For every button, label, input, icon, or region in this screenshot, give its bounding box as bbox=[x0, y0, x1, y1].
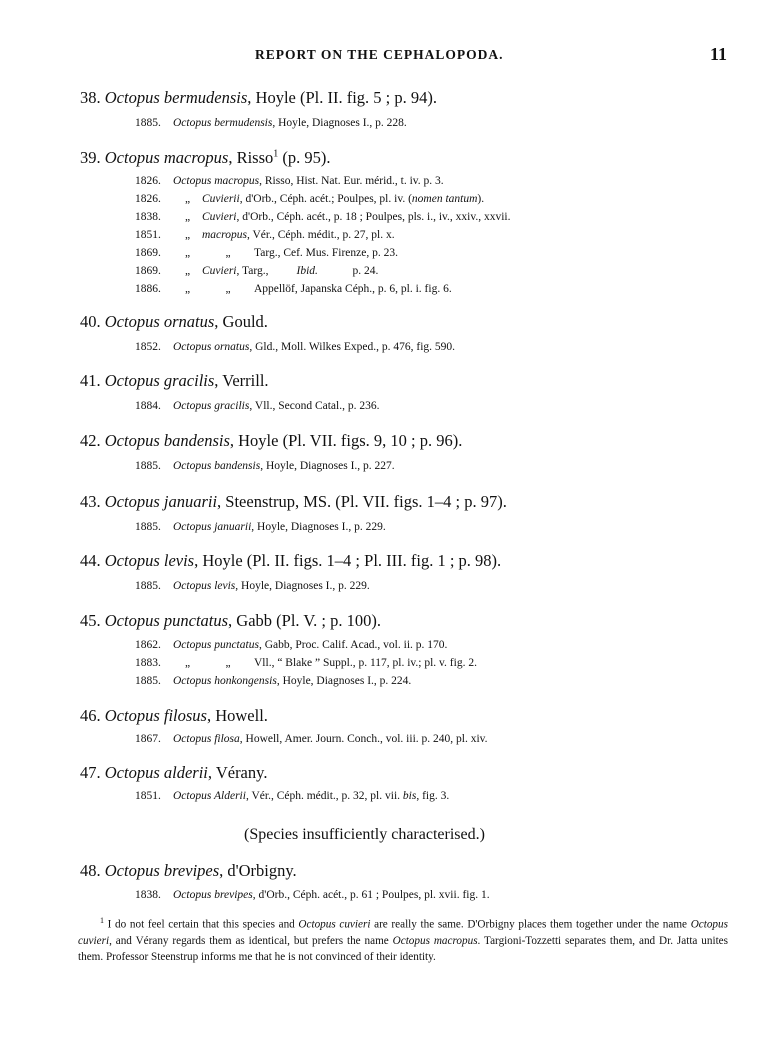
page-number: 11 bbox=[710, 44, 728, 64]
synonym-reference: , d'Orb., Céph. acét., p. 61 ; Poulpes, pl. xvii. fig. 1. bbox=[252, 889, 490, 901]
species-name: Octopus ornatus bbox=[104, 312, 215, 331]
entry-number: 43. bbox=[80, 492, 101, 511]
species-entry bbox=[80, 148, 331, 168]
synonym-species: Octopus honkongensis bbox=[173, 675, 277, 687]
species-name: Octopus alderii bbox=[104, 763, 208, 782]
entry-number: 47. bbox=[80, 763, 101, 782]
synonym-year: 1885. bbox=[135, 117, 161, 129]
synonym-year: 1862. bbox=[135, 639, 161, 651]
footnote-species: Octopus cuvieri bbox=[78, 918, 728, 947]
species-authority: , Gould. bbox=[214, 312, 268, 331]
footnote-text: . Targioni-Tozzetti separates them, and Dr. Jatta unites them. Professor Steenstrup informs me that he is not convinced of their identity. bbox=[78, 934, 728, 963]
species-entry bbox=[80, 861, 297, 881]
species-page: (p. 95). bbox=[278, 148, 331, 167]
synonym-note: nomen tantum bbox=[411, 193, 478, 205]
synonym-reference-end: p. 24. bbox=[352, 265, 379, 277]
synonym-line bbox=[135, 790, 449, 802]
synonym-species: Octopus ornatus bbox=[173, 341, 250, 353]
synonym-year: 1883. bbox=[135, 657, 161, 669]
synonym-species: macropus bbox=[202, 229, 247, 241]
footnote-mark: 1 bbox=[273, 148, 279, 160]
species-name: Octopus januarii bbox=[104, 492, 218, 511]
ditto-mark: „ bbox=[225, 657, 231, 669]
synonym-species: Octopus macropus bbox=[173, 175, 260, 187]
synonym-reference: , Hoyle, Diagnoses I., p. 227. bbox=[260, 460, 395, 472]
entry-number: 40. bbox=[80, 312, 101, 331]
synonym-year: 1838. bbox=[135, 211, 161, 223]
synonym-reference: , Hoyle, Diagnoses I., p. 224. bbox=[276, 675, 412, 687]
synonym-line bbox=[135, 675, 411, 687]
species-authority: , Howell. bbox=[206, 706, 268, 725]
entry-number: 46. bbox=[80, 706, 101, 725]
ditto-mark: „ bbox=[225, 247, 231, 259]
synonym-species: Octopus filosa bbox=[173, 733, 240, 745]
species-entry bbox=[80, 492, 507, 512]
synonym-reference: Vll., “ Blake ” Suppl., p. 117, pl. iv.; pl. v. fig. 2. bbox=[254, 657, 477, 669]
synonym-reference: , d'Orb., Céph. acét.; Poulpes, pl. iv. ( bbox=[239, 193, 412, 205]
footnote-species: Octopus cuvieri bbox=[298, 918, 371, 931]
synonym-year: 1886. bbox=[135, 283, 161, 295]
ditto-mark: „ bbox=[184, 265, 191, 277]
synonym-line bbox=[135, 580, 370, 592]
synonym-line bbox=[135, 400, 379, 412]
entry-number: 42. bbox=[80, 431, 101, 450]
ditto-mark: „ bbox=[184, 283, 191, 295]
entry-number: 45. bbox=[80, 611, 101, 630]
species-authority: , Gabb (Pl. V. ; p. 100). bbox=[228, 611, 381, 630]
entry-number: 39. bbox=[80, 148, 101, 167]
synonym-species: Cuvieri bbox=[202, 211, 237, 223]
synonym-year: 1885. bbox=[135, 580, 161, 592]
entry-number: 41. bbox=[80, 371, 101, 390]
ibid-mark: Ibid. bbox=[296, 265, 318, 277]
running-header bbox=[0, 44, 776, 67]
synonym-line bbox=[135, 283, 452, 295]
synonym-species: Octopus bandensis bbox=[173, 460, 261, 472]
synonym-reference: , Risso, Hist. Nat. Eur. mérid., t. iv. p. 3. bbox=[259, 175, 444, 187]
species-authority: , Hoyle (Pl. II. fig. 5 ; p. 94). bbox=[247, 88, 438, 107]
synonym-reference: , Vér., Céph. médit., p. 27, pl. x. bbox=[246, 229, 395, 241]
synonym-reference: , d'Orb., Céph. acét., p. 18 ; Poulpes, pls. i., iv., xxiv., xxvii. bbox=[236, 211, 511, 223]
section-heading: (Species insufficiently characterised.) bbox=[244, 826, 485, 843]
synonym-species: Octopus januarii bbox=[173, 521, 252, 533]
synonym-line bbox=[135, 175, 444, 187]
synonym-line bbox=[135, 265, 378, 277]
synonym-species: Octopus gracilis bbox=[173, 400, 250, 412]
species-authority: , Vérany. bbox=[207, 763, 268, 782]
synonym-year: 1852. bbox=[135, 341, 161, 353]
ditto-mark: „ bbox=[184, 211, 191, 223]
species-entry bbox=[80, 763, 267, 783]
synonym-line bbox=[135, 211, 511, 223]
footnote-text: , and Vérany regards them as identical, but prefers the name bbox=[109, 934, 393, 947]
synonym-species: Cuvieri bbox=[202, 265, 237, 277]
species-name: Octopus macropus bbox=[104, 148, 229, 167]
species-name: Octopus gracilis bbox=[104, 371, 215, 390]
synonym-line bbox=[135, 733, 488, 745]
synonym-line bbox=[135, 657, 477, 669]
synonym-year: 1885. bbox=[135, 675, 161, 687]
species-name: Octopus filosus bbox=[104, 706, 207, 725]
synonym-line bbox=[135, 460, 395, 472]
species-entry bbox=[80, 706, 268, 726]
synonym-line bbox=[135, 341, 455, 353]
synonym-reference-end: , fig. 3. bbox=[416, 790, 450, 802]
entry-number: 38. bbox=[80, 88, 101, 107]
synonym-species: Octopus brevipes bbox=[173, 889, 253, 901]
synonym-reference: , Howell, Amer. Journ. Conch., vol. iii. p. 240, pl. xiv. bbox=[239, 733, 488, 745]
ditto-mark: „ bbox=[184, 193, 191, 205]
synonym-reference: , Hoyle, Diagnoses I., p. 229. bbox=[235, 580, 370, 592]
species-name: Octopus punctatus bbox=[104, 611, 229, 630]
species-authority: , Risso bbox=[228, 148, 274, 167]
footnote-text: I do not feel certain that this species and bbox=[104, 918, 299, 931]
synonym-year: 1826. bbox=[135, 175, 161, 187]
synonym-note: bis bbox=[402, 790, 417, 802]
entry-number: 44. bbox=[80, 551, 101, 570]
synonym-line bbox=[135, 117, 407, 129]
ditto-mark: „ bbox=[184, 229, 191, 241]
synonym-year: 1838. bbox=[135, 889, 161, 901]
species-authority: , Hoyle (Pl. VII. figs. 9, 10 ; p. 96). bbox=[229, 431, 463, 450]
synonym-reference: , Hoyle, Diagnoses I., p. 228. bbox=[272, 117, 407, 129]
synonym-year: 1885. bbox=[135, 460, 161, 472]
synonym-year: 1885. bbox=[135, 521, 161, 533]
footnote-text: are really the same. D'Orbigny places them together under the name bbox=[370, 918, 691, 931]
synonym-species: Octopus Alderii bbox=[173, 790, 246, 802]
synonym-year: 1869. bbox=[135, 247, 161, 259]
synonym-species: Octopus punctatus bbox=[173, 639, 259, 651]
species-name: Octopus bandensis bbox=[104, 431, 230, 450]
footnote-species: Octopus macropus bbox=[392, 934, 478, 947]
species-entry bbox=[80, 88, 437, 108]
synonym-reference: , Gabb, Proc. Calif. Acad., vol. ii. p. 170. bbox=[258, 639, 448, 651]
ditto-mark: „ bbox=[184, 247, 191, 259]
species-authority: , Verrill. bbox=[214, 371, 269, 390]
synonym-species: Octopus levis bbox=[173, 580, 236, 592]
synonym-year: 1851. bbox=[135, 229, 161, 241]
species-entry bbox=[80, 611, 381, 631]
synonym-year: 1867. bbox=[135, 733, 161, 745]
synonym-line bbox=[135, 193, 484, 205]
synonym-reference: Appellöf, Japanska Céph., p. 6, pl. i. fig. 6. bbox=[254, 283, 452, 295]
species-authority: , d'Orbigny. bbox=[219, 861, 297, 880]
species-name: Octopus bermudensis bbox=[104, 88, 248, 107]
synonym-reference: , Targ., bbox=[236, 265, 269, 277]
synonym-reference: , Vér., Céph. médit., p. 32, pl. vii. bbox=[245, 790, 401, 802]
ditto-mark: „ bbox=[225, 283, 231, 295]
species-entry bbox=[80, 551, 501, 571]
footnote-mark: 1 bbox=[100, 916, 104, 925]
synonym-species: Octopus bermudensis bbox=[173, 117, 273, 129]
synonym-line bbox=[135, 247, 398, 259]
species-name: Octopus levis bbox=[104, 551, 195, 570]
synonym-year: 1884. bbox=[135, 400, 161, 412]
footnote bbox=[78, 913, 728, 965]
synonym-year: 1826. bbox=[135, 193, 161, 205]
species-entry bbox=[80, 431, 462, 451]
species-authority: , Steenstrup, MS. (Pl. VII. figs. 1–4 ; p. 97). bbox=[217, 492, 507, 511]
species-name: Octopus brevipes bbox=[104, 861, 220, 880]
synonym-reference: , Gld., Moll. Wilkes Exped., p. 476, fig. 590. bbox=[249, 341, 456, 353]
synonym-species: Cuvierii bbox=[202, 193, 240, 205]
synonym-reference: Targ., Cef. Mus. Firenze, p. 23. bbox=[254, 247, 398, 259]
synonym-year: 1869. bbox=[135, 265, 161, 277]
ditto-mark: „ bbox=[184, 657, 191, 669]
species-authority: , Hoyle (Pl. II. figs. 1–4 ; Pl. III. fig. 1 ; p. 98). bbox=[194, 551, 502, 570]
synonym-reference-end: ). bbox=[477, 193, 485, 205]
entry-number: 48. bbox=[80, 861, 101, 880]
synonym-line bbox=[135, 229, 395, 241]
species-entry bbox=[80, 312, 268, 332]
synonym-line bbox=[135, 889, 490, 901]
species-entry bbox=[80, 371, 269, 391]
synonym-line bbox=[135, 521, 386, 533]
synonym-line bbox=[135, 639, 447, 651]
page-title: REPORT ON THE CEPHALOPODA. bbox=[255, 47, 504, 62]
synonym-year: 1851. bbox=[135, 790, 161, 802]
synonym-reference: , Hoyle, Diagnoses I., p. 229. bbox=[251, 521, 386, 533]
synonym-reference: , Vll., Second Catal., p. 236. bbox=[249, 400, 380, 412]
